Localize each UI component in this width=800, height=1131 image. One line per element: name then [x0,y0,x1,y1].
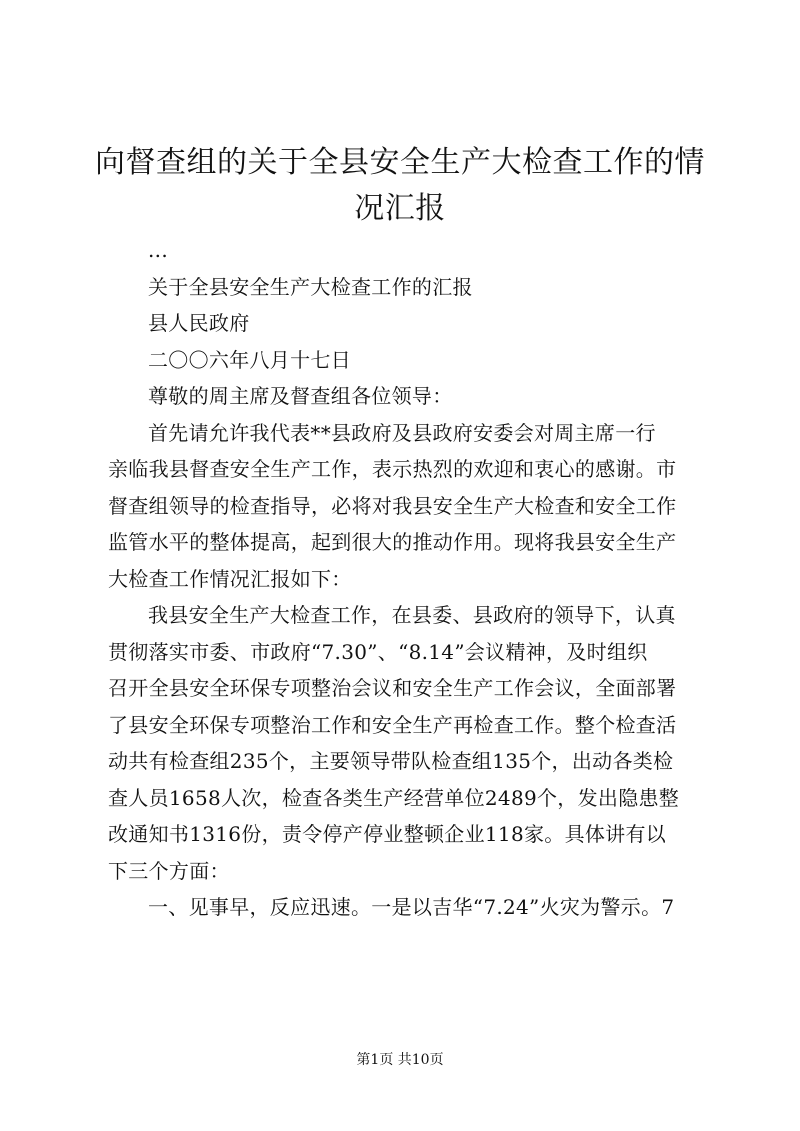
paragraph-line: 首先请允许我代表**县政府及县政府安委会对周主席一行 [148,420,656,445]
paragraph-line: 改通知书1316份，责令停产停业整顿企业118家。具体讲有以 [108,822,667,846]
paragraph-line: 亲临我县督查安全生产工作，表示热烈的欢迎和衷心的感谢。市 [108,457,677,481]
paragraph-line: 召开全县安全环保专项整治会议和安全生产工作会议，全面部署 [108,676,677,700]
paragraph-line: 下三个方面： [108,858,230,883]
paragraph-line: 督查组领导的检查指导，必将对我县安全生产大检查和安全工作 [108,493,677,518]
paragraph-line: 贯彻落实市委、市政府“7.30”、“8.14”会议精神，及时组织 [108,639,648,664]
page-footer: 第1页 共10页 [356,1052,444,1068]
report-subtitle: 关于全县安全生产大检查工作的汇报 [148,274,473,299]
paragraph-line: 大检查工作情况汇报如下： [108,566,352,591]
salutation: 尊敬的周主席及督查组各位领导： [148,384,453,408]
paragraph-line: 查人员1658人次，检查各类生产经营单位2489个，发出隐患整 [108,785,680,810]
report-author: 县人民政府 [148,311,250,335]
paragraph-line: 我县安全生产大检查工作，在县委、县政府的领导下，认真 [148,603,676,627]
title-line-1: 向督查组的关于全县安全生产大检查工作的情 [95,145,705,180]
paragraph-line: 动共有检查组235个，主要领导带队检查组135个，出动各类检 [108,749,674,773]
paragraph-line: 了县安全环保专项整治工作和安全生产再检查工作。整个检查活 [108,712,677,737]
report-date: 二〇〇六年八月十七日 [148,347,351,372]
document-body [108,232,708,926]
title-line-2: 况汇报 [354,191,446,226]
document-title [95,140,705,232]
paragraph-line: 监管水平的整体提高，起到很大的推动作用。现将我县安全生产 [108,530,677,554]
ellipsis-line: ... [148,238,168,262]
section-heading-line: 一、见事早，反应迅速。一是以吉华“7.24”火灾为警示。7 [148,895,675,919]
